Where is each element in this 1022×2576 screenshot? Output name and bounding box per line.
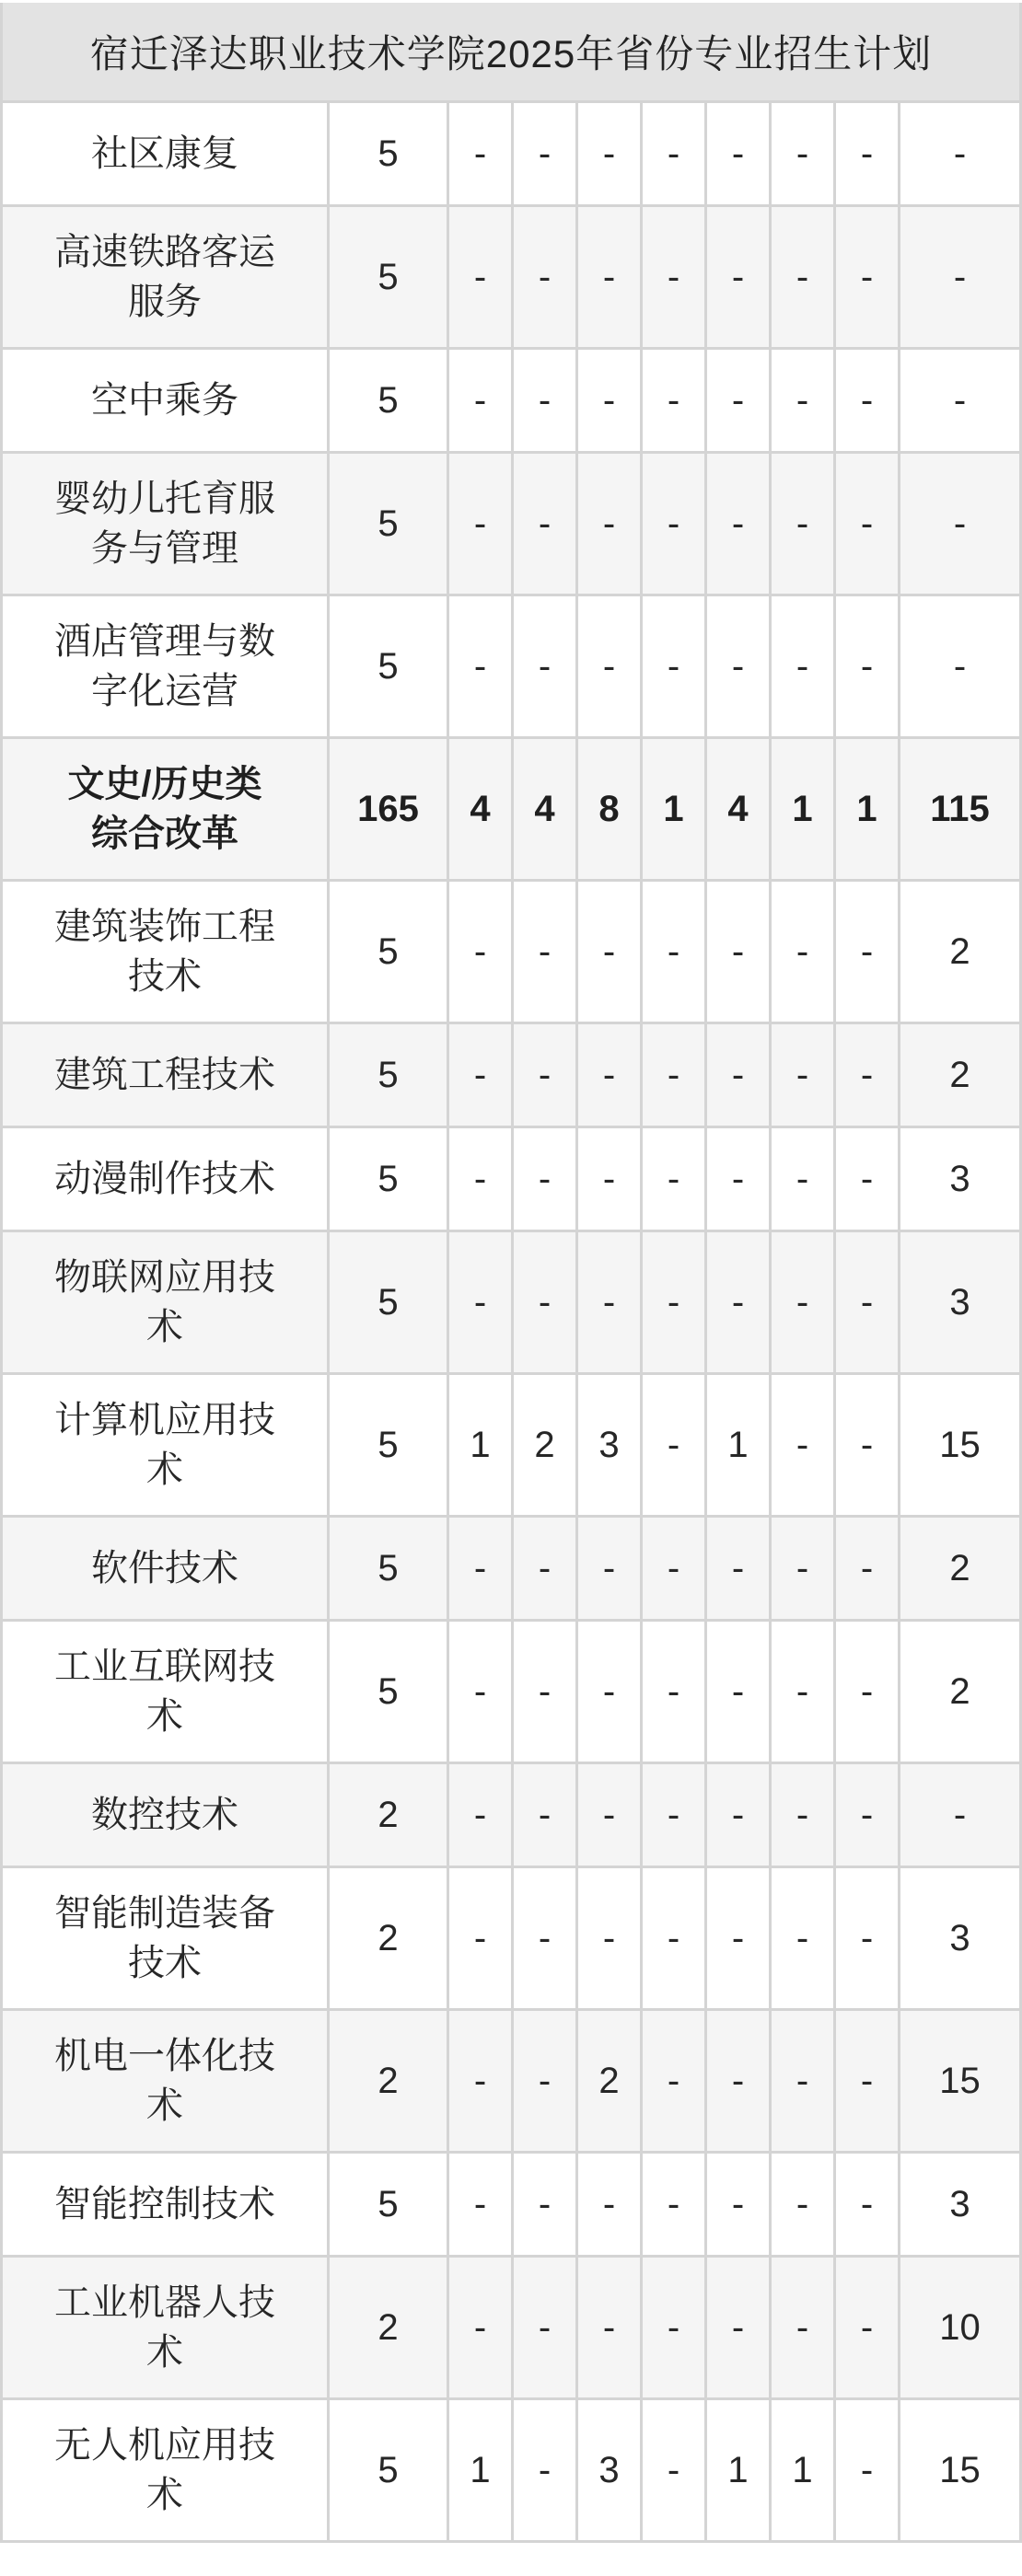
plan-value-cell: - [578,207,640,347]
plan-value-cell: 1 [643,739,704,879]
plan-value-cell: - [514,350,575,451]
plan-value-cell: - [449,350,511,451]
enrollment-plan-table [0,3,1022,2543]
plan-value-cell: - [449,1868,511,2008]
plan-value-cell: - [643,1375,704,1515]
plan-value-cell: - [514,1868,575,2008]
plan-value-cell: - [643,2258,704,2397]
table-row [3,1622,1019,1762]
plan-value-cell: - [707,2011,769,2151]
plan-value-cell: - [836,882,898,1022]
plan-value-cell: 115 [900,739,1019,879]
plan-value-cell: - [707,1518,769,1619]
plan-value-cell: 15 [900,2400,1019,2540]
plan-value-cell: 4 [449,739,511,879]
table-row [3,2011,1019,2151]
plan-value-cell: - [707,1764,769,1866]
plan-value-cell: 2 [330,1868,447,2008]
plan-value-cell: - [772,1518,833,1619]
plan-value-cell: 8 [578,739,640,879]
table-row [3,1518,1019,1619]
plan-value-cell: - [707,2258,769,2397]
plan-value-cell: 2 [900,1024,1019,1126]
plan-value-cell: - [449,1024,511,1126]
plan-value-cell: 5 [330,454,447,594]
major-name-cell: 建筑工程技术 [3,1024,327,1126]
plan-value-cell: - [578,596,640,736]
plan-value-cell: - [643,596,704,736]
plan-value-cell: 1 [772,739,833,879]
plan-value-cell: - [836,1024,898,1126]
plan-value-cell: - [449,207,511,347]
plan-value-cell: - [836,1622,898,1762]
plan-value-cell: - [643,207,704,347]
plan-value-cell: - [578,882,640,1022]
plan-value-cell: - [772,207,833,347]
plan-value-cell: - [643,1868,704,2008]
plan-value-cell: - [772,1128,833,1230]
plan-value-cell: 5 [330,882,447,1022]
plan-value-cell: - [836,1128,898,1230]
plan-value-cell: - [578,2154,640,2255]
plan-value-cell: 2 [900,882,1019,1022]
major-name-cell: 计算机应用技术 [3,1375,327,1515]
plan-value-cell: 5 [330,1128,447,1230]
plan-value-cell: - [449,1128,511,1230]
major-name-cell: 软件技术 [3,1518,327,1619]
major-name-cell: 动漫制作技术 [3,1128,327,1230]
table-body [3,103,1019,2540]
plan-value-cell: 2 [330,2258,447,2397]
plan-value-cell: - [643,882,704,1022]
plan-value-cell: 2 [900,1622,1019,1762]
plan-value-cell: - [449,2011,511,2151]
plan-value-cell: - [772,103,833,204]
table-row [3,2400,1019,2540]
plan-value-cell: - [449,103,511,204]
major-name-cell: 空中乘务 [3,350,327,451]
plan-value-cell: 5 [330,1518,447,1619]
plan-value-cell: - [578,103,640,204]
table-row [3,1024,1019,1126]
table-title: 宿迁泽达职业技术学院2025年省份专业招生计划 [3,3,1019,100]
plan-value-cell: - [836,2400,898,2540]
plan-value-cell: 3 [900,1868,1019,2008]
table-row [3,1868,1019,2008]
plan-value-cell: - [643,2154,704,2255]
plan-value-cell: - [449,1622,511,1762]
plan-value-cell: - [772,2258,833,2397]
plan-value-cell: - [707,207,769,347]
plan-value-cell: 5 [330,350,447,451]
plan-value-cell: 3 [578,1375,640,1515]
plan-value-cell: - [836,1868,898,2008]
plan-value-cell: - [836,596,898,736]
table-row [3,882,1019,1022]
plan-value-cell: - [578,1868,640,2008]
table-row [3,207,1019,347]
table-row [3,2258,1019,2397]
plan-value-cell: - [772,1868,833,2008]
plan-value-cell: - [707,1868,769,2008]
plan-value-cell: - [900,596,1019,736]
table-row [3,596,1019,736]
plan-value-cell: - [836,1232,898,1372]
plan-value-cell: 4 [707,739,769,879]
plan-value-cell: 165 [330,739,447,879]
plan-value-cell: - [772,882,833,1022]
plan-value-cell: - [643,350,704,451]
plan-value-cell: - [772,2011,833,2151]
plan-value-cell: - [707,2154,769,2255]
plan-value-cell: 2 [578,2011,640,2151]
plan-value-cell: 5 [330,1622,447,1762]
plan-value-cell: - [836,1518,898,1619]
plan-value-cell: - [900,1764,1019,1866]
plan-value-cell: - [578,1764,640,1866]
plan-value-cell: - [836,454,898,594]
plan-value-cell: - [707,103,769,204]
plan-value-cell: - [900,350,1019,451]
major-name-cell: 工业互联网技术 [3,1622,327,1762]
plan-value-cell: - [707,454,769,594]
plan-value-cell: - [643,1518,704,1619]
plan-value-cell: 5 [330,596,447,736]
plan-value-cell: - [707,596,769,736]
plan-value-cell: - [578,454,640,594]
plan-value-cell: - [900,454,1019,594]
plan-value-cell: - [578,2258,640,2397]
plan-value-cell: - [514,2258,575,2397]
plan-value-cell: - [514,1128,575,1230]
plan-value-cell: - [707,1128,769,1230]
plan-value-cell: 2 [330,2011,447,2151]
plan-value-cell: - [707,1024,769,1126]
major-name-cell: 建筑装饰工程技术 [3,882,327,1022]
plan-value-cell: - [772,350,833,451]
plan-value-cell: - [514,1622,575,1762]
plan-value-cell: - [643,2011,704,2151]
major-name-cell: 数控技术 [3,1764,327,1866]
plan-value-cell: 2 [900,1518,1019,1619]
plan-value-cell: - [772,1024,833,1126]
plan-value-cell: - [836,1764,898,1866]
plan-value-cell: - [449,1518,511,1619]
table-row [3,350,1019,451]
plan-value-cell: - [707,1622,769,1762]
plan-value-cell: - [514,103,575,204]
plan-value-cell: 3 [578,2400,640,2540]
plan-value-cell: - [643,1232,704,1372]
plan-value-cell: - [449,2154,511,2255]
plan-value-cell: 5 [330,103,447,204]
plan-value-cell: - [643,454,704,594]
plan-value-cell: - [836,2154,898,2255]
plan-value-cell: 2 [514,1375,575,1515]
plan-value-cell: - [772,1622,833,1762]
plan-value-cell: - [514,2011,575,2151]
plan-value-cell: - [772,1375,833,1515]
plan-value-cell: - [707,1232,769,1372]
plan-value-cell: - [578,1622,640,1762]
plan-value-cell: - [772,454,833,594]
table-row [3,103,1019,204]
plan-value-cell: - [514,2154,575,2255]
plan-value-cell: - [449,454,511,594]
plan-value-cell: 3 [900,1128,1019,1230]
plan-value-cell: - [449,1764,511,1866]
major-name-cell: 社区康复 [3,103,327,204]
plan-value-cell: - [514,1024,575,1126]
plan-value-cell: 3 [900,2154,1019,2255]
plan-value-cell: - [772,1764,833,1866]
plan-value-cell: - [449,1232,511,1372]
plan-value-cell: - [514,1518,575,1619]
table-row [3,1764,1019,1866]
plan-value-cell: - [514,207,575,347]
plan-value-cell: - [707,882,769,1022]
plan-value-cell: - [514,882,575,1022]
plan-value-cell: - [643,1128,704,1230]
plan-value-cell: 5 [330,2154,447,2255]
plan-value-cell: - [514,2400,575,2540]
plan-value-cell: - [900,103,1019,204]
plan-value-cell: - [707,350,769,451]
plan-value-cell: - [772,596,833,736]
major-name-cell: 物联网应用技术 [3,1232,327,1372]
plan-value-cell: 1 [707,1375,769,1515]
plan-value-cell: - [772,2154,833,2255]
plan-value-cell: - [514,1764,575,1866]
major-name-cell: 高速铁路客运服务 [3,207,327,347]
plan-value-cell: - [514,596,575,736]
major-name-cell: 工业机器人技术 [3,2258,327,2397]
table-row [3,454,1019,594]
plan-value-cell: - [643,1024,704,1126]
plan-value-cell: - [772,1232,833,1372]
plan-value-cell: - [643,103,704,204]
plan-value-cell: 5 [330,1024,447,1126]
major-name-cell: 智能制造装备技术 [3,1868,327,2008]
plan-value-cell: 15 [900,2011,1019,2151]
major-name-cell: 无人机应用技术 [3,2400,327,2540]
plan-value-cell: 1 [449,1375,511,1515]
plan-value-cell: 4 [514,739,575,879]
major-name-cell: 智能控制技术 [3,2154,327,2255]
plan-value-cell: - [449,596,511,736]
table-row [3,2154,1019,2255]
table-row [3,1375,1019,1515]
plan-value-cell: - [836,350,898,451]
plan-value-cell: 1 [707,2400,769,2540]
plan-value-cell: - [643,1764,704,1866]
major-name-cell: 机电一体化技术 [3,2011,327,2151]
plan-value-cell: 1 [836,739,898,879]
plan-value-cell: 5 [330,2400,447,2540]
plan-value-cell: - [578,1128,640,1230]
plan-value-cell: - [578,350,640,451]
plan-value-cell: - [643,2400,704,2540]
plan-value-cell: - [578,1518,640,1619]
plan-value-cell: - [836,2258,898,2397]
plan-value-cell: - [449,882,511,1022]
plan-value-cell: - [449,2258,511,2397]
plan-value-cell: 5 [330,207,447,347]
table-row [3,739,1019,879]
plan-value-cell: - [514,1232,575,1372]
plan-value-cell: - [514,454,575,594]
plan-value-cell: - [578,1232,640,1372]
major-name-cell: 酒店管理与数字化运营 [3,596,327,736]
plan-value-cell: - [643,1622,704,1762]
plan-value-cell: 10 [900,2258,1019,2397]
plan-value-cell: 1 [449,2400,511,2540]
major-name-cell: 婴幼儿托育服务与管理 [3,454,327,594]
plan-value-cell: 2 [330,1764,447,1866]
plan-value-cell: - [836,1375,898,1515]
plan-value-cell: - [836,2011,898,2151]
plan-value-cell: - [578,1024,640,1126]
plan-value-cell: - [900,207,1019,347]
plan-value-cell: 5 [330,1375,447,1515]
major-name-cell: 文史/历史类综合改革 [3,739,327,879]
table-row [3,1232,1019,1372]
plan-value-cell: 3 [900,1232,1019,1372]
plan-value-cell: 15 [900,1375,1019,1515]
plan-value-cell: 5 [330,1232,447,1372]
table-row [3,1128,1019,1230]
plan-value-cell: - [836,207,898,347]
plan-value-cell: - [836,103,898,204]
plan-value-cell: 1 [772,2400,833,2540]
